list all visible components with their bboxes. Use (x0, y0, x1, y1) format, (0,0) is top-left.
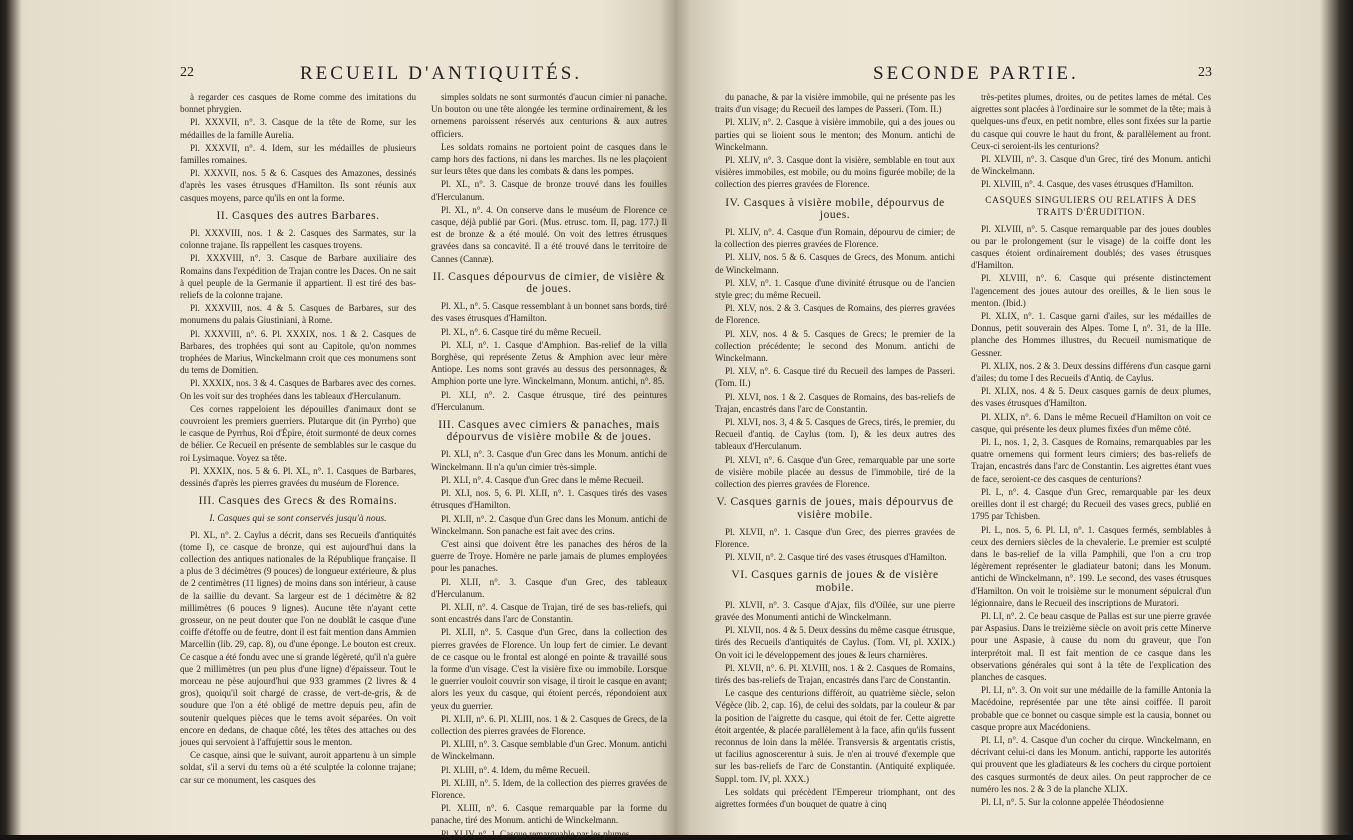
paragraph: Pl. LI, n°. 2. Ce beau casque de Pallas est sur une pierre gravée par Aspasius. Dans le treizième siècle on avoit pris cette Minerve pour une Aspasie, à cause du nom du graveur, que l'on interprétoit mal. Il est fait mention de ce casque dans les observations générales qui sont à la tête de l'explication des planches de casques. (971, 610, 1211, 682)
paragraph: Pl. XLIV, n°. 4. Casque d'un Romain, dépourvu de cimier; de la collection des pierres gravées de Florence. (715, 227, 955, 250)
left-page (180, 0, 668, 839)
left-column-2 (431, 91, 667, 839)
paragraph: Pl. LI, n°. 5. Sur la colonne appelée Théodosienne (981, 796, 1164, 807)
paragraph: Pl. XLVI, nos. 1 & 2. Casques de Romains, des bas-reliefs de Trajan, encastrés dans l'arc de Constantin. (715, 391, 955, 414)
paragraph: Pl. XLII, n°. 2. Casque d'un Grec dans les Monum. antichi de Winckelmann. Son panache est fait avec des crins. (431, 513, 667, 536)
paragraph: Pl. XLIII, n°. 4. Idem, du même Recueil. (441, 764, 590, 775)
paragraph: Pl. XLI, n°. 1. Casque d'Amphion. Bas-relief de la villa Borghèse, qui représente Zetus & Amphion avec leur mère Antiope. Les noms sont gravés au dessus des personnages, & Amphion porte une lyre. Winckelmann, Monum. antichi, n°. 85. (431, 339, 667, 387)
paragraph: simples soldats ne sont surmontés d'aucun cimier ni panache. Un bouton ou une tête alongée les termine ordinairement, & les ornemens paroissent réservés aux centurions & aux autres officiers. (431, 92, 667, 139)
paragraph: Pl. XLIV, n°. 1. Casque remarquable par les plumes (441, 828, 630, 839)
paragraph: Pl. XXXIX, nos. 3 & 4. Casques de Barbares avec des cornes. On les voit sur des trophées dans les tableaux d'Herculanum. (180, 378, 416, 401)
paragraph: Pl. XXXVII, n°. 3. Casque de la tête de Rome, sur les médailles de la famille Aurelia. (180, 117, 416, 140)
right-column-1 (715, 91, 955, 831)
paragraph: Pl. XXXVIII, nos. 4 & 5. Casques de Barbares, sur des monumens du palais Giustiniani, à Rome. (180, 303, 416, 326)
paragraph: Pl. XLVII, n°. 6. Pl. XLVIII, nos. 1 & 2. Casques de Romains, tirés des bas-reliefs de Trajan, encastrés dans l'arc de Constantin. (715, 662, 955, 685)
section-heading: III. Casques des Grecs & des Romains. (198, 495, 398, 508)
paragraph: Pl. XXXVIII, n°. 3. Casque de Barbare auxiliaire des Romains dans l'expédition de Trajan contre les Daces. On ne sait à quel peuple de la Germanie il appartient. Il est tiré des bas-reliefs de la colonne trajane. (180, 253, 416, 301)
paragraph: à regarder ces casques de Rome comme des imitations du bonnet phrygien. (180, 92, 416, 115)
right-page-number: 23 (1198, 65, 1212, 80)
paragraph: Pl. XXXVII, n°. 4. Idem, sur les médailles de plusieurs familles romaines. (180, 142, 416, 166)
paragraph: Pl. L, nos. 5, 6. Pl. LI, n°. 1. Casques fermés, semblables à ceux des derniers siècles de la chevalerie. Le premier est sculpté dans le bas-relief de la villa Pamphili, que l'on a cru trop légèrement représenter le gladiateur batoni; dans les Monum. antichi de Winckelmann, n°. 199. Le second, des vases étrusques d'Hamilton. On voit le troisième sur le monument sépulcral d'un légionnaire, dans le Recueil des inscriptions de Muratori. (971, 524, 1211, 608)
paragraph: Pl. XLVII, n°. 3. Casque d'Ajax, fils d'Oïlée, sur une pierre gravée des Monumenti antichi de Winckelmann. (715, 599, 955, 622)
paragraph: Pl. XLIX, nos. 4 & 5. Deux casques garnis de deux plumes, des vases étrusques d'Hamilton. (971, 386, 1211, 409)
paragraph: Ces cornes rappeloient les dépouilles d'animaux dont se couvroient les premiers guerriers. Plutarque dit (in Pyrrho) que le casque de Pyrrhus, Roi d'Épire, étoit surmonté de deux cornes de bélier. Ce Recueil en présente de semblables sur le casque du roi Lysimaque. Voyez sa tête. (180, 403, 416, 463)
paragraph: Pl. XLIV, n°. 2. Casque à visière immobile, qui a des joues ou parties qui se lioient sous le menton; des Monum. antichi de Winckelmann. (715, 117, 955, 152)
paragraph: Pl. XLIII, n°. 6. Casque remarquable par la forme du panache, tiré des Monum. antichi de Winckelmann. (431, 803, 667, 826)
paragraph: Pl. XXXIX, nos. 5 & 6. Pl. XL, n°. 1. Casques de Barbares, dessinés d'après les pierres gravées du muséum de Florence. (180, 465, 416, 489)
paragraph: Pl. XL, n°. 4. On conserve dans le muséum de Florence ce casque, déjà publié par Gori. (Mus. etrusc. tom. II, pag. 177.) Il est de bronze & a été moulé. On voit des lettres étrusques gravées dans sa concavité. Il a été trouvé dans le territoire de Cannes (Cannæ). (431, 204, 667, 264)
section-heading: CASQUES SINGULIERS OU RELATIFS À DES TRAITS D'ÉRUDITION. (985, 195, 1197, 218)
right-page (715, 0, 1212, 835)
paragraph: Pl. XLVI, n°. 6. Casque d'un Grec, remarquable par une sorte de visière mobile placée au dessus de l'immobile, tiré de la collection des pierres gravées de Florence. (715, 454, 955, 490)
paragraph: Ce casque, ainsi que le suivant, auroit appartenu à un simple soldat, s'il a servi du tems où a été sculptée la colonne trajane; car sur ce monument, les casques des (180, 750, 416, 785)
section-heading: III. Casques avec cimiers & panaches, mais dépourvus de visière mobile & de joues. (438, 419, 660, 444)
paragraph: Pl. XXXVIII, nos. 1 & 2. Casques des Sarmates, sur la colonne trajane. Ils rappellent les casques troyens. (180, 228, 416, 251)
section-heading: VI. Casques garnis de joues & de visière mobile. (731, 569, 939, 594)
paragraph: Pl. XLVI, nos. 3, 4 & 5. Casques de Grecs, tirés, le premier, du Recueil d'antiq. de Caylus (tom. I), & les deux autres des tableaux d'Herculanum. (715, 417, 955, 452)
paragraph: Pl. XLIV, n°. 3. Casque dont la visière, semblable en tout aux visières immobiles, est mobile, ou du moins figurée mobile; de la collection des pierres gravées de Florence. (715, 155, 955, 190)
paragraph: Pl. XLIII, n°. 5. Idem, de la collection des pierres gravées de Florence. (431, 777, 667, 800)
section-heading: I. Casques qui se sont conservés jusqu'à nous. (209, 512, 387, 524)
left-page-header (180, 63, 668, 85)
paragraph: Pl. XXXVIII, n°. 6. Pl. XXXIX, nos. 1 & 2. Casques de Barbares, des trophées qui sont au Capitole, qu'on nommes trophées de Marius, Winckelmann croit que ces monumens sont du tems de Domitien. (180, 328, 416, 376)
paragraph: Pl. XLV, n°. 6. Casque tiré du Recueil des lampes de Passeri. (Tom. II.) (715, 366, 955, 389)
paragraph: Pl. XL, n°. 2. Caylus a décrit, dans ses Recueils d'antiquités (tome I), ce casque de bronze, qui est aujourd'hui dans la collection des antiques nationales de la République française. Il a plus de 3 décimètres (9 pouces) de longueur extérieure, & plus de 2 centimètres (11 lignes) de moins dans son intérieur, à cause de la saillie du devant. Sa largeur est de 1 décimètre & 82 millimètres (6 pouces 9 lignes). Aucune tête n'ayant cette grosseur, on ne peut douter que l'on ne doublât le casque d'une coiffe d'étoffe ou de feutre, dont il est fait mention dans Ammien Marcellin (lib. 29, cap. 8), ou d'une éponge. Le bouton est creux. Ce casque a été fondu avec une si grande légèreté, qu'il n'a guère que 2 millimètres (un peu plus d'une ligne) d'épaisseur. Tout le morceau ne pèse aujourd'hui que 933 grammes (2 livres & 4 gros), quoiqu'il soit chargé de crasse, de vert-de-gris, & de soudure que l'on a été obligé de mettre depuis peu, afin de soutenir quelques pièces que le tems avoit séparées. On voit encore en dedans, de chaque côté, les têtes des attaches ou des joues qui servoient à l'affujettir sous le menton. (180, 529, 416, 747)
paragraph: Pl. XLIV, nos. 5 & 6. Casques de Grecs, des Monum. antichi de Winckelmann. (715, 252, 955, 275)
paragraph: Pl. XLVII, nos. 4 & 5. Deux dessins du même casque étrusque, tirés des Recueils d'antiquités de Caylus. (Tom. VI, pl. XXIX.) On voit ici le développement des joues & leurs charnières. (715, 625, 955, 660)
paragraph: Pl. XL, n°. 5. Casque ressemblant à un bonnet sans bords, tiré des vases étrusques d'Hamilton. (431, 301, 667, 324)
section-heading: IV. Casques à visière mobile, dépourvus de joues. (725, 196, 945, 221)
paragraph: Pl. L, nos. 1, 2, 3. Casques de Romains, remarquables par les quatre ornemens qui forment leurs cimiers; des bas-reliefs de Trajan, encastrés dans l'arc de Constantin. Les aigrettes étant vues de face, seroient-ce des casques de centurions? (971, 437, 1211, 484)
paragraph: Pl. LI, n°. 4. Casque d'un cocher du cirque. Winckelmann, en décrivant celui-ci dans les Monum. antichi, rapporte les autorités qui prouvent que les gladiateurs & les cochers du cirque portoient des casques surmontés de deux ailes. On peut rapprocher de ce numéro les nos. 2 & 3 de la planche XLIX. (971, 734, 1211, 794)
paragraph: Pl. XLI, nos. 5, 6. Pl. XLII, n°. 1. Casques tirés des vases étrusques d'Hamilton. (431, 488, 667, 511)
section-heading: V. Casques garnis de joues, mais dépourvus de visière mobile. (716, 496, 954, 521)
paragraph: Pl. XLI, n°. 3. Casque d'un Grec dans les Monum. antichi de Winckelmann. Il n'a qu'un cimier très-simple. (431, 449, 667, 472)
paragraph: Pl. XLIX, n°. 1. Casque garni d'ailes, sur les médailles de Donnus, petit souverain des Alpes. Tome I, n°. 31, de la IIIe. planche des Hommes illustres, du Recueil numismatique de Gessner. (971, 311, 1211, 358)
right-running-title: SECONDE PARTIE. (873, 63, 1079, 84)
left-running-title: RECUEIL D'ANTIQUITÉS. (300, 63, 583, 84)
paragraph: Pl. XXXVII, nos. 5 & 6. Casques des Amazones, dessinés d'après les vases étrusques d'Hamilton. Ils sont réunis aux casques moyens, parce qu'ils en ont la forme. (180, 168, 416, 203)
paragraph: Pl. XLVII, n°. 1. Casque d'un Grec, des pierres gravées de Florence. (715, 526, 955, 549)
paragraph: Pl. LI, n°. 3. On voit sur une médaille de la famille Antonia la Macédoine, représentée par une tête ainsi coiffée. Il paroit probable que ce bonnet ou casque simple est la causia, bonnet ou casque propre aux Macédoniens. (971, 685, 1211, 732)
paragraph: Pl. XLV, nos. 4 & 5. Casques de Grecs; le premier de la collection précédente; le second des Monum. antichi de Winckelmann. (715, 328, 955, 364)
paragraph: C'est ainsi que doivent être les panaches des héros de la guerre de Troye. Homère ne parle jamais de plumes employées pour les panaches. (431, 538, 667, 574)
paragraph: Pl. XLII, n°. 4. Casque de Trajan, tiré de ses bas-reliefs, qui sont encastrés dans l'arc de Constantin. (431, 601, 667, 625)
paragraph: Pl. XLV, n°. 1. Casque d'une divinité étrusque ou de l'ancien style grec; du même Recueil. (715, 277, 955, 301)
paragraph: Le casque des centurions différoit, au quatrième siècle, selon Végèce (lib. 2, cap. 16), de celui des soldats, par la couleur & par la position de l'aigrette du casque, qui étoit de fer. Cette aigrette étoit argentée, & placée parallèlement à la face, afin qu'ils fussent reconnus de loin dans la mêlée. Transversis & argentatis cristis, ut facilius agnoscerentur à suis. Je n'en ai trouvé d'exemple que sur les bas-reliefs de l'arc de Constantin. (Antiquité expliquée. Suppl. tom. IV, pl. XXX.) (715, 688, 955, 784)
paragraph: Pl. XLVIII, n°. 5. Casque remarquable par des joues doubles ou par le prolongement (sur le visage) de la coiffe dont les casques étoient ordinairement doublés; des vases étrusques d'Hamilton. (971, 223, 1211, 271)
paragraph: Pl. XLVIII, n°. 4. Casque, des vases étrusques d'Hamilton. (981, 179, 1194, 190)
section-heading: II. Casques des autres Barbares. (216, 209, 380, 222)
paragraph: Pl. XLIX, n°. 6. Dans le même Recueil d'Hamilton on voit ce casque, qui présente les deux plumes fixées d'un même côté. (971, 411, 1211, 434)
paragraph: Pl. XLII, n°. 6. Pl. XLIII, nos. 1 & 2. Casques de Grecs, de la collection des pierres gravées de Florence. (431, 713, 667, 736)
paragraph: du panache, & par la visière immobile, qui ne présente pas les traits d'un visage; du Recueil des lampes de Passeri. (Tom. II.) (715, 92, 955, 115)
right-column-2 (971, 91, 1211, 831)
paragraph: très-petites plumes, droites, ou de petites lames de métal. Ces aigrettes sont placées à l'ordinaire sur le sommet de la tête; mais à quelques-uns d'eux, en petit nombre, elles sont fixées sur la partie du casque qui couvre le haut du front, & parallèlement au front. Ceux-ci seroient-ils les centurions? (971, 92, 1211, 151)
paragraph: Pl. XLVII, n°. 2. Casque tiré des vases étrusques d'Hamilton. (725, 552, 947, 563)
section-heading: II. Casques dépourvus de cimier, de visière & de joues. (432, 270, 666, 296)
paragraph: Pl. XL, n°. 3. Casque de bronze trouvé dans les fouilles d'Herculanum. (431, 179, 667, 202)
paragraph: Pl. XLIII, n°. 3. Casque semblable d'un Grec. Monum. antichi de Winckelmann. (431, 739, 667, 762)
paragraph: Pl. XLVIII, n°. 6. Casque qui présente distinctement l'agencement des joues autour des oreilles, & le lien sous le menton. (Ibid.) (971, 273, 1211, 308)
paragraph: Pl. XLI, n°. 2. Casque étrusque, tiré des peintures d'Herculanum. (431, 389, 667, 412)
paragraph: Les soldats qui précèdent l'Empereur triomphant, ont des aigrettes formées d'un bouquet de quatre à cinq (715, 786, 955, 809)
paragraph: Pl. XLVIII, n°. 3. Casque d'un Grec, tiré des Monum. antichi de Winckelmann. (971, 154, 1211, 177)
paragraph: Pl. XLIX, nos. 2 & 3. Deux dessins différens d'un casque garni d'ailes; du tome I des Recueils d'Antiq. de Caylus. (971, 360, 1211, 384)
left-column-1 (180, 91, 416, 831)
right-page-header (715, 63, 1212, 85)
paragraph: Pl. L, n°. 4. Casque d'un Grec, remarquable par les deux oreilles dont il est chargé; du Recueil des vases grecs, publié en 1795 par Tchisben. (971, 486, 1211, 522)
paragraph: Pl. XL, n°. 6. Casque tiré du même Recueil. (441, 326, 601, 337)
paragraph: Les soldats romains ne portoient point de casques dans le camp hors des factions, ni dans les marches. Ils ne les plaçoient sur leurs têtes que dans les combats & dans les pompes. (431, 141, 667, 177)
left-page-number: 22 (180, 65, 194, 80)
paragraph: Pl. XLII, n°. 3. Casque d'un Grec, des tableaux d'Herculanum. (431, 576, 667, 599)
paragraph: Pl. XLI, n°. 4. Casque d'un Grec dans le même Recueil. (441, 474, 644, 485)
paragraph: Pl. XLV, nos. 2 & 3. Casques de Romains, des pierres gravées de Florence. (715, 303, 955, 326)
paragraph: Pl. XLII, n°. 5. Casque d'un Grec, dans la collection des pierres gravées de Florence. Un loup fert de cimier. Le devant de ce casque ou le frontal est alongé en pointe & travaillé sous la forme d'un visage. C'est la visière fixe ou immobile. Lorsque le guerrier vouloit couvrir son visage, il tiroit le casque en avant; alors les yeux du casque, qui étoient percés, répondoient aux yeux du guerrier. (431, 627, 667, 711)
